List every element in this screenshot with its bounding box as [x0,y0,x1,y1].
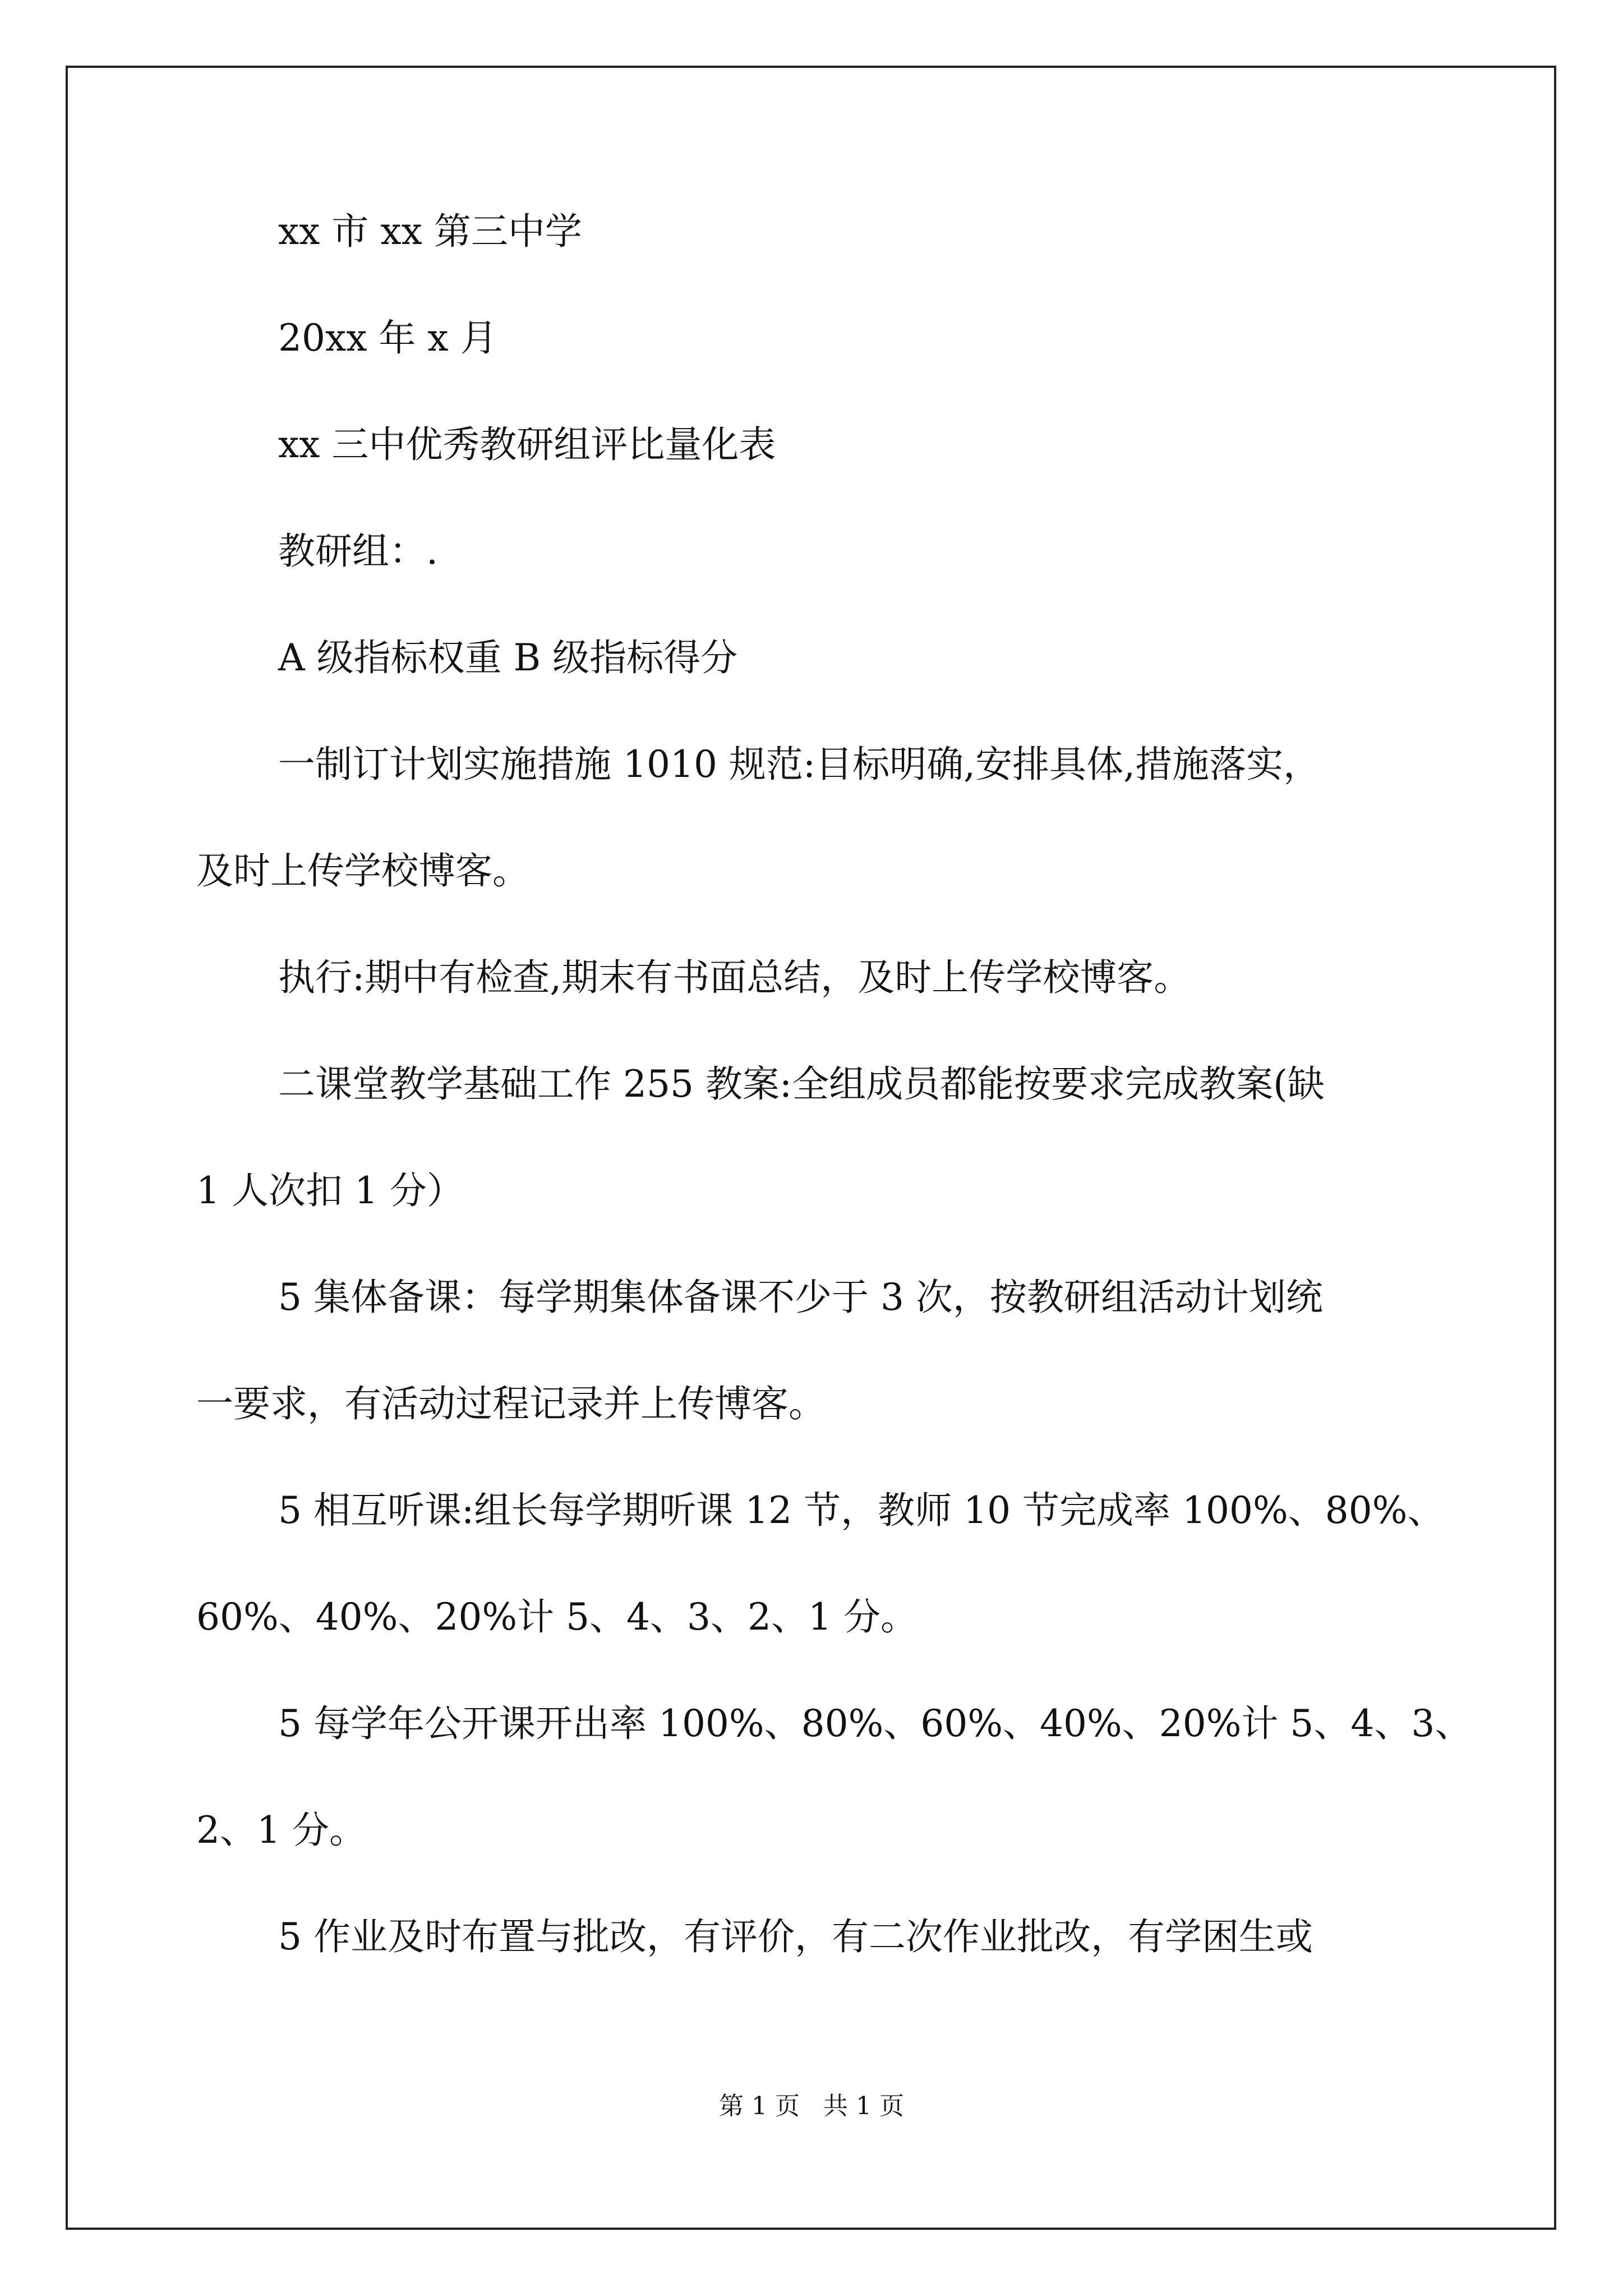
paragraph: 二课堂教学基础工作 255 教案:全组成员都能按要求完成教案(缺 [278,1062,1325,1106]
paragraph: 一制订计划实施措施 1010 规范:目标明确,安排具体,措施落实， [278,743,1321,786]
paragraph: 5 作业及时布置与批改，有评价，有二次作业批改，有学困生或 [278,1915,1313,1958]
paragraph: 5 相互听课:组长每学期听课 12 节，教师 10 节完成率 100%、80%、 [278,1489,1445,1532]
paragraph: xx 市 xx 第三中学 [278,210,582,253]
paragraph: 执行:期中有检查,期末有书面总结，及时上传学校博客。 [278,956,1191,999]
paragraph: 一要求，有活动过程记录并上传博客。 [196,1382,826,1425]
paragraph: xx 三中优秀教研组评比量化表 [278,423,776,466]
paragraph: A 级指标权重 B 级指标得分 [278,636,738,679]
paragraph: 1 人次扣 1 分） [196,1169,464,1212]
page-footer: 第 1 页 共 1 页 [719,2092,904,2120]
document-body [196,210,1475,1958]
paragraph: 60%、40%、20%计 5、4、3、2、1 分。 [196,1595,918,1639]
paragraph: 2、1 分。 [196,1809,366,1852]
paragraph: 教研组：. [278,530,438,573]
paragraph: 及时上传学校博客。 [196,849,529,892]
paragraph: 5 集体备课：每学期集体备课不少于 3 次，按教研组活动计划统 [278,1276,1323,1319]
paragraph: 5 每学年公开课开出率 100%、80%、60%、40%、20%计 5、4、3、 [278,1702,1472,1745]
paragraph: 20xx 年 x 月 [278,316,497,360]
